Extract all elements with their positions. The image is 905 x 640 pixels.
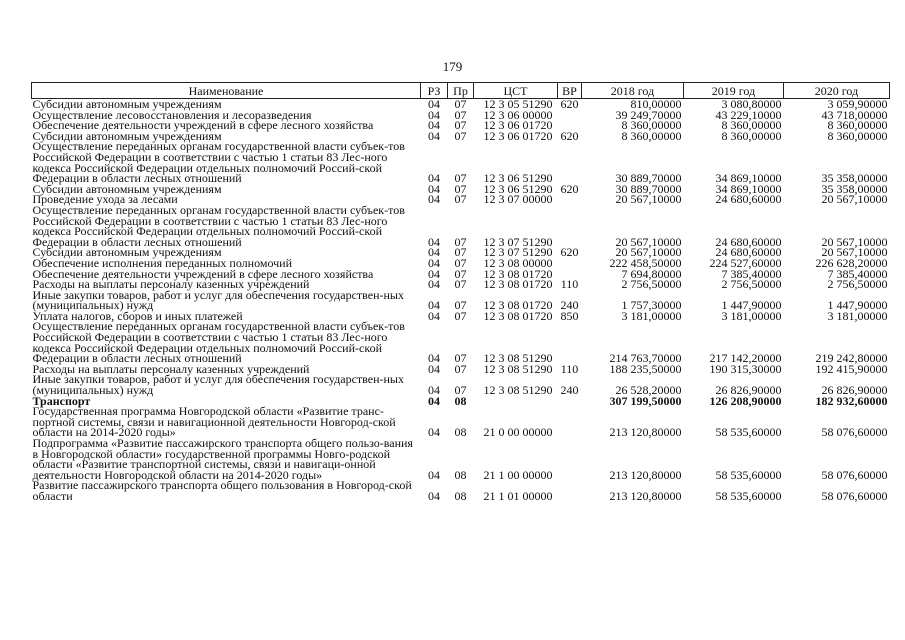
row-pr: 08 [454, 425, 467, 440]
row-pr: 07 [454, 97, 467, 111]
row-vr [558, 396, 582, 407]
row-value-2019: 3 080,80000 [721, 97, 782, 111]
row-value-2019: 8 360,00000 [721, 118, 782, 133]
row-value-2020: 3 181,00000 [827, 308, 888, 323]
row-cst: 12 3 06 00000 [483, 107, 553, 122]
row-rz: 04 [428, 266, 440, 281]
row-value-2018: 2 756,50000 [621, 277, 682, 292]
row-rz: 04 [428, 107, 440, 122]
row-cst: 12 3 07 00000 [483, 192, 553, 207]
row-name: Субсидии автономным учреждениям [32, 181, 222, 196]
column-header-rz: РЗ [421, 83, 448, 99]
row-vr: 620 [560, 245, 579, 260]
row-name: Осуществление переданных органам государственной власти субъек-тов Российской Федерации в соответствии с частью 1 статьи 83 Лес-ного кодекса Российской Федерации отдельных полномочий Россий-ской Федерации в области лесных отношений [32, 139, 405, 186]
row-value-2018: 20 567,10000 [615, 192, 682, 207]
row-name: Субсидии автономным учреждениям [32, 245, 222, 260]
column-header-2019: 2019 год [684, 83, 784, 99]
row-value-2020: 20 567,10000 [821, 234, 888, 249]
row-cst: 12 3 08 01720 [483, 308, 553, 323]
row-vr: 850 [560, 308, 579, 323]
row-cst: 12 3 08 51290 [483, 351, 553, 366]
row-rz: 04 [428, 255, 440, 270]
row-vr [558, 406, 582, 438]
row-rz: 04 [428, 488, 440, 503]
row-cst: 12 3 06 51290 [483, 171, 553, 186]
row-value-2018: 213 120,80000 [609, 467, 682, 482]
row-cst [474, 396, 558, 407]
row-value-2019: 34 869,10000 [715, 171, 782, 186]
row-cst: 21 1 00 00000 [483, 467, 553, 482]
row-name: Иные закупки товаров, работ и услуг для обеспечения государствен-ных (муниципальных) нужд [32, 372, 404, 398]
row-value-2019: 126 208,90000 [709, 393, 782, 408]
row-cst: 12 3 06 01720 [483, 118, 553, 133]
row-vr: 620 [560, 97, 579, 111]
row-value-2018: 307 199,50000 [609, 393, 682, 408]
row-cst: 12 3 07 51290 [483, 234, 553, 249]
row-value-2019: 2 756,50000 [721, 277, 782, 292]
row-value-2019: 7 385,40000 [721, 266, 782, 281]
row-value-2019: 26 826,90000 [715, 383, 782, 398]
row-name: Осуществление лесовосстановления и лесоразведения [32, 107, 312, 122]
row-cst: 12 3 06 51290 [483, 181, 553, 196]
row-value-2019: 24 680,60000 [715, 245, 782, 260]
row-rz: 04 [428, 245, 440, 260]
row-name: Государственная программа Новгородской области «Развитие транс-портной системы, связи и навигационной деятельности Новгород-ской области на 2014-2020 годы» [32, 404, 396, 440]
row-vr [558, 141, 582, 183]
row-value-2020: 35 358,00000 [821, 171, 888, 186]
row-value-2019: 3 181,00000 [721, 308, 782, 323]
table-row [32, 141, 890, 183]
row-value-2018: 20 567,10000 [615, 234, 682, 249]
row-pr: 07 [454, 277, 467, 292]
row-pr: 07 [454, 361, 467, 376]
row-name: Проведение ухода за лесами [32, 192, 178, 207]
row-cst: 12 3 08 00000 [483, 255, 553, 270]
row-rz: 04 [428, 425, 440, 440]
row-value-2018: 39 249,70000 [615, 107, 682, 122]
row-cst: 21 0 00 00000 [483, 425, 553, 440]
row-value-2020: 8 360,00000 [827, 118, 888, 133]
row-value-2020: 58 076,60000 [821, 467, 888, 482]
row-value-2018: 213 120,80000 [609, 488, 682, 503]
row-value-2019: 224 527,60000 [709, 255, 782, 270]
row-pr: 07 [454, 234, 467, 249]
row-rz: 04 [428, 393, 440, 408]
row-value-2018: 1 757,30000 [621, 298, 682, 313]
row-rz: 04 [428, 361, 440, 376]
row-value-2019: 190 315,30000 [709, 361, 782, 376]
table-row [32, 290, 890, 311]
row-name: Иные закупки товаров, работ и услуг для обеспечения государствен-ных (муниципальных) нужд [32, 287, 404, 313]
row-value-2018: 30 889,70000 [615, 171, 682, 186]
row-vr [558, 258, 582, 269]
row-cst: 12 3 06 01720 [483, 128, 553, 143]
row-value-2018: 188 235,50000 [609, 361, 682, 376]
row-value-2018: 8 360,00000 [621, 128, 682, 143]
row-rz: 04 [428, 298, 440, 313]
row-vr [558, 194, 582, 205]
row-pr: 07 [454, 266, 467, 281]
budget-table [31, 82, 890, 502]
row-cst: 12 3 08 51290 [483, 383, 553, 398]
row-rz: 04 [428, 308, 440, 323]
row-pr: 07 [454, 383, 467, 398]
row-value-2020: 35 358,00000 [821, 181, 888, 196]
row-name: Транспорт [32, 393, 91, 408]
row-value-2019: 24 680,60000 [715, 234, 782, 249]
row-rz: 04 [428, 97, 440, 111]
row-cst: 12 3 08 51290 [483, 361, 553, 376]
row-rz: 04 [428, 467, 440, 482]
row-name: Развитие пассажирского транспорта общего пользования в Новгород-ской области [32, 478, 412, 503]
row-pr: 08 [454, 488, 467, 503]
row-name: Субсидии автономным учреждениям [32, 97, 222, 111]
row-value-2020: 20 567,10000 [821, 245, 888, 260]
row-pr: 08 [454, 467, 467, 482]
row-value-2018: 213 120,80000 [609, 425, 682, 440]
row-value-2020: 219 242,80000 [815, 351, 888, 366]
row-cst: 12 3 07 51290 [483, 245, 553, 260]
row-vr: 240 [560, 383, 579, 398]
row-rz: 04 [428, 192, 440, 207]
table-row [32, 205, 890, 247]
row-value-2020: 1 447,90000 [827, 298, 888, 313]
row-vr [558, 438, 582, 480]
row-vr: 110 [560, 361, 579, 376]
row-name: Обеспечение деятельности учреждений в сфере лесного хозяйства [32, 118, 374, 133]
row-pr: 07 [454, 171, 467, 186]
row-value-2019: 8 360,00000 [721, 128, 782, 143]
row-rz: 04 [428, 171, 440, 186]
row-value-2020: 8 360,00000 [827, 128, 888, 143]
row-value-2020: 3 059,90000 [827, 97, 888, 111]
row-value-2020: 58 076,60000 [821, 488, 888, 503]
row-value-2020: 226 628,20000 [815, 255, 888, 270]
row-pr: 07 [454, 107, 467, 122]
table-row [32, 438, 890, 480]
table-row [32, 374, 890, 395]
row-pr: 07 [454, 192, 467, 207]
row-rz: 04 [428, 234, 440, 249]
row-value-2019: 217 142,20000 [709, 351, 782, 366]
row-value-2020: 26 826,90000 [821, 383, 888, 398]
row-cst: 12 3 05 51290 [483, 97, 553, 111]
row-vr: 110 [560, 277, 579, 292]
row-cst: 12 3 08 01720 [483, 298, 553, 313]
row-value-2018: 30 889,70000 [615, 181, 682, 196]
table-row [32, 321, 890, 363]
row-value-2018: 20 567,10000 [615, 245, 682, 260]
row-pr: 07 [454, 128, 467, 143]
row-pr: 07 [454, 245, 467, 260]
column-header-cst: ЦСТ [474, 83, 558, 99]
row-name: Обеспечение исполнения переданных полномочий [32, 255, 293, 270]
column-header-vr: ВР [558, 83, 582, 99]
row-value-2019: 1 447,90000 [721, 298, 782, 313]
page-number: 179 [442, 59, 463, 74]
row-cst: 21 1 01 00000 [483, 488, 553, 503]
column-header-2018: 2018 год [582, 83, 684, 99]
row-rz: 04 [428, 118, 440, 133]
row-name: Расходы на выплаты персоналу казенных учреждений [32, 361, 310, 376]
row-value-2019: 58 535,60000 [715, 425, 782, 440]
row-vr [558, 110, 582, 121]
row-pr: 07 [454, 255, 467, 270]
row-vr [558, 205, 582, 247]
row-value-2018: 810,00000 [630, 97, 682, 111]
row-vr: 620 [560, 181, 579, 196]
row-value-2018: 214 763,70000 [609, 351, 682, 366]
row-value-2018: 7 694,80000 [621, 266, 682, 281]
row-value-2019: 24 680,60000 [715, 192, 782, 207]
column-header-name: Наименование [32, 83, 421, 99]
column-header-2020: 2020 год [784, 83, 890, 99]
row-pr: 07 [454, 118, 467, 133]
row-name: Уплата налогов, сборов и иных платежей [32, 308, 243, 323]
table-row [32, 480, 890, 501]
row-pr: 07 [454, 308, 467, 323]
row-value-2020: 192 415,90000 [815, 361, 888, 376]
row-pr: 07 [454, 181, 467, 196]
row-rz: 04 [428, 383, 440, 398]
row-name: Осуществление переданных органам государственной власти субъек-тов Российской Федерации в соответствии с частью 1 статьи 83 Лес-ного кодекса Российской Федерации отдельных полномочий Россий-ской Федерации в области лесных отношений [32, 202, 405, 249]
row-value-2018: 8 360,00000 [621, 118, 682, 133]
row-value-2020: 2 756,50000 [827, 277, 888, 292]
row-vr [558, 480, 582, 501]
row-value-2020: 43 718,00000 [821, 107, 888, 122]
table-body [32, 99, 890, 502]
row-value-2019: 34 869,10000 [715, 181, 782, 196]
row-vr: 620 [560, 128, 579, 143]
row-value-2020: 20 567,10000 [821, 192, 888, 207]
row-vr [558, 321, 582, 363]
row-value-2018: 26 528,20000 [615, 383, 682, 398]
row-rz: 04 [428, 351, 440, 366]
row-rz: 04 [428, 128, 440, 143]
row-name: Обеспечение деятельности учреждений в сфере лесного хозяйства [32, 266, 374, 281]
row-value-2019: 58 535,60000 [715, 488, 782, 503]
row-name: Осуществление переданных органам государственной власти субъек-тов Российской Федерации в соответствии с частью 1 статьи 83 Лес-ного кодекса Российской Федерации отдельных полномочий Россий-ской Федерации в области лесных отношений [32, 319, 405, 366]
column-header-pr: Пр [448, 83, 474, 99]
row-pr: 07 [454, 351, 467, 366]
row-rz: 04 [428, 277, 440, 292]
row-name: Субсидии автономным учреждениям [32, 128, 222, 143]
row-value-2018: 3 181,00000 [621, 308, 682, 323]
row-value-2018: 222 458,50000 [609, 255, 682, 270]
row-value-2020: 7 385,40000 [827, 266, 888, 281]
row-cst: 12 3 08 01720 [483, 266, 553, 281]
row-value-2020: 58 076,60000 [821, 425, 888, 440]
row-name: Расходы на выплаты персоналу казенных учреждений [32, 277, 310, 292]
row-pr: 08 [454, 393, 467, 408]
row-cst: 12 3 08 01720 [483, 277, 553, 292]
row-value-2019: 43 229,10000 [715, 107, 782, 122]
row-name: Подпрограмма «Развитие пассажирского транспорта общего пользо-вания в Новгородской области» государственной программы Новго-родской области «Развитие транспортной системы, связи и навигаци-онной деятельности Новгородской области на 2014-2020 годы» [32, 436, 413, 482]
row-value-2020: 182 932,60000 [815, 393, 888, 408]
row-vr: 240 [560, 298, 579, 313]
row-value-2019: 58 535,60000 [715, 467, 782, 482]
table-row [32, 406, 890, 438]
row-rz: 04 [428, 181, 440, 196]
row-pr: 07 [454, 298, 467, 313]
